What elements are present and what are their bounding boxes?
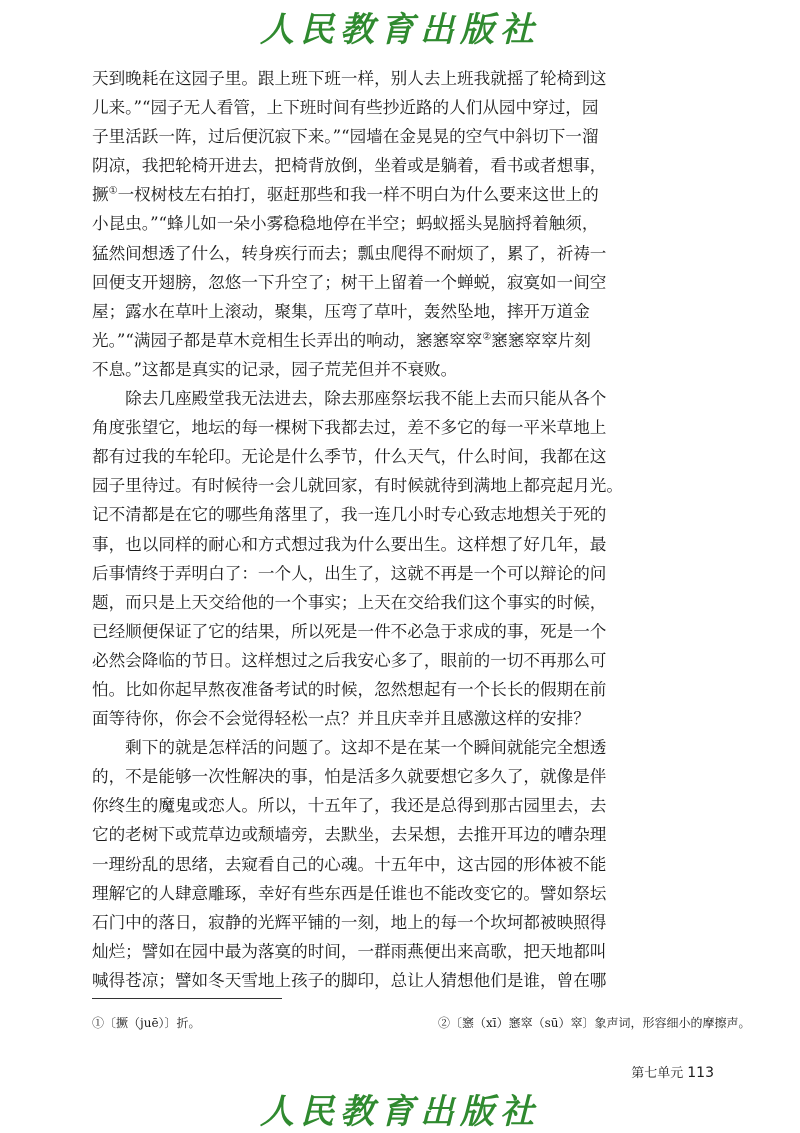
text-run: 一杈树枝左右拍打，驱赶那些和我一样不明白为什么要来这世上的 xyxy=(117,185,599,205)
text-run: 题，而只是上天交给他的一个事实；上天在交给我们这个事实的时候， xyxy=(92,592,607,612)
text-line xyxy=(92,791,607,820)
text-run: 小昆虫。”“蜂儿如一朵小雾稳稳地停在半空；蚂蚁摇头晃脑捋着触须， xyxy=(92,214,599,234)
text-line xyxy=(92,588,607,617)
text-run: 面等待你，你会不会觉得轻松一点？并且庆幸并且感激这样的安排？ xyxy=(92,709,590,729)
text-run: 灿烂；譬如在园中最为落寞的时间，一群雨燕便出来高歌，把天地都叫 xyxy=(92,941,607,961)
text-run: 阴凉，我把轮椅开进去，把椅背放倒，坐着或是躺着，看书或者想事， xyxy=(92,156,607,176)
text-run: 天到晚耗在这园子里。跟上班下班一样，别人去上班我就摇了轮椅到这 xyxy=(92,69,607,88)
text-run: 光。”“满园子都是草木竞相生长弄出的响动，窸窸窣窣 xyxy=(92,330,483,350)
text-line xyxy=(92,617,607,646)
footnote-divider xyxy=(92,998,282,999)
text-run: 一理纷乱的思绪，去窥看自己的心魂。十五年中，这古园的形体被不能 xyxy=(92,854,607,874)
page-folio xyxy=(631,1062,714,1081)
text-run: 不息。”这都是真实的记录，园子荒芜但并不衰败。 xyxy=(92,359,458,379)
text-line xyxy=(92,762,607,791)
text-line xyxy=(92,355,600,384)
text-run: 子里活跃一阵，过后便沉寂下来。”“园墙在金晃晃的空气中斜切下一溜 xyxy=(92,127,599,147)
text-run: 已经顺便保证了它的结果，所以死是一件不必急于求成的事，死是一个 xyxy=(92,621,607,641)
text-run: 角度张望它，地坛的每一棵树下我都去过，差不多它的每一平米草地上 xyxy=(92,418,607,438)
text-run: 后事情终于弄明白了：一个人，出生了，这就不再是一个可以辩论的问 xyxy=(92,563,607,583)
text-line xyxy=(92,64,607,93)
text-line xyxy=(92,704,600,733)
text-line xyxy=(92,180,600,209)
text-run: 回便支开翅膀，忽悠一下升空了；树干上留着一个蝉蜕，寂寞如一间空 xyxy=(92,272,607,292)
text-run: 石门中的落日，寂静的光辉平铺的一刻，地上的每一个坎坷都被映照得 xyxy=(92,912,607,932)
text-run: 除去几座殿堂我无法进去，除去那座祭坛我不能上去而只能从各个 xyxy=(92,389,607,409)
text-line xyxy=(92,908,607,937)
text-run: 儿来。”“园子无人看管，上下班时间有些抄近路的人们从园中穿过，园 xyxy=(92,98,599,118)
text-line xyxy=(92,733,607,762)
text-run: 你终生的魔鬼或恋人。所以，十五年了，我还是总得到那古园里去，去 xyxy=(92,796,607,816)
text-line xyxy=(92,239,607,268)
text-run: 理解它的人肆意雕琢，幸好有些东西是任谁也不能改变它的。譬如祭坛 xyxy=(92,883,607,903)
footnote-marker: ① xyxy=(108,185,118,197)
text-line xyxy=(92,122,600,151)
text-run: 猛然间想透了什么，转身疾行而去；瓢虫爬得不耐烦了，累了，祈祷一 xyxy=(92,243,607,263)
text-run: 事，也以同样的耐心和方式想过我为什么要出生。这样想了好几年，最 xyxy=(92,534,607,554)
text-line xyxy=(92,471,623,500)
text-line xyxy=(92,879,607,908)
text-run: 它的老树下或荒草边或颓墙旁，去默坐，去呆想，去推开耳边的嘈杂理 xyxy=(92,825,607,845)
text-line xyxy=(92,966,607,995)
text-line xyxy=(92,384,607,413)
text-line xyxy=(92,500,607,529)
text-line xyxy=(92,820,607,849)
text-line xyxy=(92,151,607,180)
text-run: 窸窸窣窣片刻 xyxy=(491,330,591,350)
text-run: 必然会降临的节日。这样想过之后我安心多了，眼前的一切不再那么可 xyxy=(92,650,607,670)
publisher-logo-bottom: 人民教育出版社 xyxy=(260,1092,540,1132)
text-run: 记不清都是在它的哪些角落里了，我一连几小时专心致志地想关于死的 xyxy=(92,505,607,525)
footnote-2: ②〔窸（xī）窸窣（sū）窣〕象声词，形容细小的摩擦声。 xyxy=(438,1016,751,1030)
footnote-marker: ② xyxy=(482,331,492,343)
text-line xyxy=(92,268,607,297)
text-run: 怕。比如你起早熬夜准备考试的时候，忽然想起有一个长长的假期在前 xyxy=(92,679,607,699)
text-line xyxy=(92,297,600,326)
text-run: 剩下的就是怎样活的问题了。这却不是在某一个瞬间就能完全想透 xyxy=(92,738,607,758)
text-run: 都有过我的车轮印。无论是什么季节，什么天气，什么时间，我都在这 xyxy=(92,447,607,467)
text-run: 撅 xyxy=(92,185,109,205)
publisher-logo-top: 人民教育出版社 xyxy=(260,10,540,50)
text-line xyxy=(92,530,607,559)
page-number: 113 xyxy=(687,1065,714,1081)
text-line xyxy=(92,646,607,675)
text-line xyxy=(92,850,607,879)
text-line xyxy=(92,93,600,122)
body-text xyxy=(92,64,623,995)
text-run: 屋；露水在草叶上滚动，聚集，压弯了草叶，轰然坠地，摔开万道金 xyxy=(92,301,590,321)
text-line xyxy=(92,937,607,966)
text-line xyxy=(92,442,607,471)
text-run: 的，不是能够一次性解决的事，怕是活多久就要想它多久了，就像是伴 xyxy=(92,767,607,787)
text-line xyxy=(92,326,600,355)
text-line xyxy=(92,413,607,442)
footnote-1: ①〔撅（juē）〕折。 xyxy=(92,1016,201,1030)
unit-label: 第七单元 xyxy=(631,1066,684,1081)
text-line xyxy=(92,675,607,704)
text-line xyxy=(92,209,600,238)
text-line xyxy=(92,559,607,588)
text-run: 喊得苍凉；譬如冬天雪地上孩子的脚印，总让人猜想他们是谁，曾在哪 xyxy=(92,970,607,990)
text-run: 园子里待过。有时候待一会儿就回家，有时候就待到满地上都亮起月光。 xyxy=(92,476,623,496)
